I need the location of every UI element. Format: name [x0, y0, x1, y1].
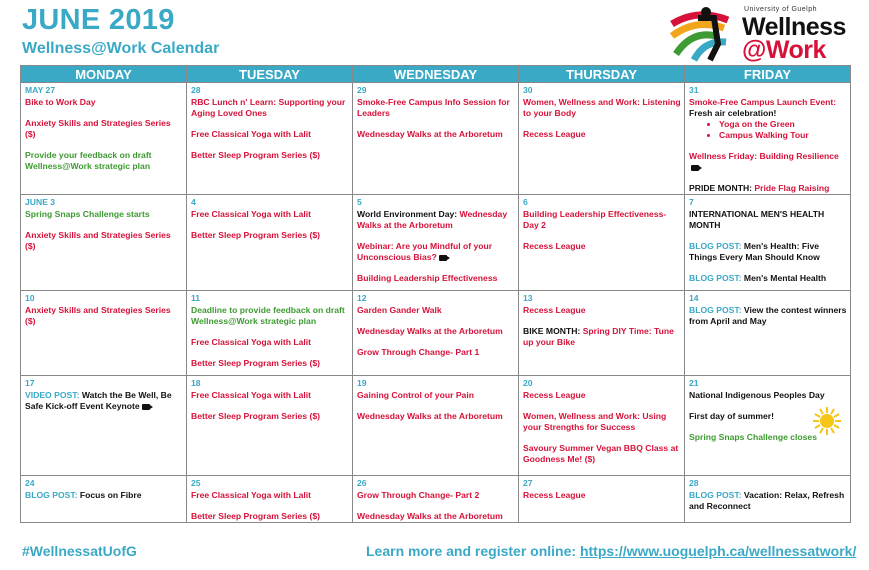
- calendar-event[interactable]: [25, 97, 183, 108]
- event-text: Better Sleep Program Series ($): [191, 411, 320, 421]
- event-text: Pride Flag Raising: [754, 183, 830, 193]
- calendar-day-cell: [21, 195, 187, 291]
- event-text: View the contest winners from April and May: [689, 305, 847, 326]
- day-number: 30: [523, 85, 533, 95]
- footer-cta-text: Learn more and register online:: [366, 543, 580, 559]
- day-number: 18: [191, 378, 201, 388]
- event-text: VIDEO POST:: [25, 390, 82, 400]
- calendar-event[interactable]: [25, 118, 183, 140]
- calendar-day-cell: [519, 376, 685, 476]
- calendar-day-cell: [21, 83, 187, 195]
- event-text: Free Classical Yoga with Lalit: [191, 390, 312, 400]
- logo-graphic: [668, 4, 742, 62]
- calendar-week-row: [21, 476, 851, 523]
- event-text: PRIDE MONTH:: [689, 183, 755, 193]
- calendar-event[interactable]: [523, 390, 681, 401]
- event-text: Focus on Fibre: [79, 490, 142, 500]
- event-text: Men's Mental Health: [743, 273, 827, 283]
- weekday-header-wednesday: WEDNESDAY: [353, 66, 519, 83]
- page-subtitle: Wellness@Work Calendar: [22, 40, 220, 57]
- day-number: 10: [25, 293, 35, 303]
- event-text: Recess League: [523, 390, 586, 400]
- event-text: Free Classical Yoga with Lalit: [191, 490, 312, 500]
- event-bullet-item: • Campus Walking Tour: [719, 130, 847, 141]
- calendar-event[interactable]: [357, 390, 515, 401]
- calendar-event[interactable]: [689, 305, 847, 327]
- calendar-week-row: [21, 83, 851, 195]
- calendar-event[interactable]: [357, 490, 515, 501]
- event-bullet-list: [689, 119, 847, 141]
- event-text: Smoke-Free Campus Launch Event:: [689, 97, 837, 107]
- event-text: Recess League: [523, 490, 586, 500]
- event-text: Gaining Control of your Pain: [357, 390, 474, 400]
- event-text: BLOG POST:: [689, 490, 744, 500]
- event-text: BLOG POST:: [689, 305, 744, 315]
- event-text: Wednesday Walks at the Arboretum: [357, 411, 503, 421]
- calendar-event[interactable]: [191, 129, 349, 140]
- calendar-event[interactable]: [523, 305, 681, 316]
- event-text: Better Sleep Program Series ($): [191, 358, 320, 368]
- sun-icon: [812, 406, 842, 436]
- event-bullet-item: • Yoga on the Green: [719, 119, 847, 130]
- calendar-event[interactable]: [25, 305, 183, 327]
- event-text: Vacation: Relax, Refresh and Reconnect: [689, 490, 845, 511]
- event-text: Anxiety Skills and Strategies Series ($): [25, 118, 171, 139]
- calendar-event[interactable]: [25, 209, 183, 220]
- calendar-event[interactable]: [357, 273, 515, 284]
- calendar-day-cell: [685, 83, 851, 195]
- calendar-event[interactable]: [523, 129, 681, 140]
- calendar-event[interactable]: [689, 97, 847, 141]
- event-text: Men's Health: Five Things Every Man Should Know: [689, 241, 820, 262]
- calendar-event[interactable]: [357, 209, 515, 231]
- event-text: Watch the Be Well, Be Safe Kick-off Event Keynote: [25, 390, 172, 411]
- event-text: Wednesday Walks at the Arboretum: [357, 511, 503, 521]
- day-number: 20: [523, 378, 533, 388]
- event-text: BLOG POST:: [689, 273, 744, 283]
- calendar-event[interactable]: [191, 490, 349, 501]
- event-text: Building Leadership Effectiveness- Day 2: [523, 209, 667, 230]
- calendar-day-cell: [187, 83, 353, 195]
- event-text: World Environment Day:: [357, 209, 460, 219]
- event-text: BLOG POST:: [25, 490, 80, 500]
- event-text: Recess League: [523, 305, 586, 315]
- calendar-event[interactable]: [191, 358, 349, 369]
- calendar-event[interactable]: [191, 411, 349, 422]
- calendar-body: [21, 83, 851, 523]
- calendar-day-cell: [353, 291, 519, 376]
- calendar-event[interactable]: [523, 411, 681, 433]
- calendar-event[interactable]: [689, 151, 847, 173]
- calendar-day-cell: [21, 476, 187, 523]
- event-text: Smoke-Free Campus Info Session for Leaders: [357, 97, 510, 118]
- day-number: 31: [689, 85, 699, 95]
- calendar-event[interactable]: [191, 337, 349, 348]
- event-text: Wellness Friday: Building Resilience: [689, 151, 839, 161]
- calendar-event[interactable]: [523, 209, 681, 231]
- calendar-day-cell: [353, 195, 519, 291]
- day-number: 5: [357, 197, 362, 207]
- calendar-day-cell: [187, 291, 353, 376]
- calendar-day-cell: [685, 291, 851, 376]
- calendar-event[interactable]: [25, 230, 183, 252]
- calendar-event[interactable]: [357, 326, 515, 337]
- calendar-event[interactable]: [191, 97, 349, 119]
- calendar-event[interactable]: [357, 411, 515, 422]
- calendar-week-row: [21, 376, 851, 476]
- weekday-header-monday: MONDAY: [21, 66, 187, 83]
- event-text: Spring DIY Time: Tune up your Bike: [523, 326, 674, 347]
- day-number: 14: [689, 293, 699, 303]
- calendar-day-cell: [685, 195, 851, 291]
- day-number: 24: [25, 478, 35, 488]
- day-number: 28: [689, 478, 699, 488]
- calendar-event[interactable]: [523, 490, 681, 501]
- event-text: Garden Gander Walk: [357, 305, 442, 315]
- logo-at-work: @Work: [742, 36, 826, 64]
- day-number: 11: [191, 293, 201, 303]
- day-number: 4: [191, 197, 196, 207]
- weekday-header-friday: FRIDAY: [685, 66, 851, 83]
- calendar-day-cell: [685, 376, 851, 476]
- calendar-event[interactable]: [191, 230, 349, 241]
- event-text: Savoury Summer Vegan BBQ Class at Goodness Me! ($): [523, 443, 679, 464]
- event-text: Recess League: [523, 241, 586, 251]
- day-number: 6: [523, 197, 528, 207]
- event-text: Wednesday Walks at the Arboretum: [357, 209, 508, 230]
- calendar-week-row: [21, 195, 851, 291]
- event-text: Free Classical Yoga with Lalit: [191, 337, 312, 347]
- event-text: Better Sleep Program Series ($): [191, 150, 320, 160]
- calendar-day-cell: [21, 291, 187, 376]
- calendar-event[interactable]: [689, 241, 847, 263]
- logo-university: University of Guelph: [744, 6, 818, 13]
- calendar-event[interactable]: [689, 490, 847, 512]
- event-text: Grow Through Change- Part 2: [357, 490, 480, 500]
- event-text: Anxiety Skills and Strategies Series ($): [25, 305, 171, 326]
- calendar-event[interactable]: [191, 511, 349, 522]
- calendar-event[interactable]: [357, 129, 515, 140]
- day-number: 19: [357, 378, 367, 388]
- calendar-day-cell: [187, 376, 353, 476]
- calendar-event[interactable]: [689, 209, 847, 231]
- event-text: Free Classical Yoga with Lalit: [191, 129, 312, 139]
- calendar-event[interactable]: [191, 390, 349, 401]
- event-text: Spring Snaps Challenge closes: [689, 432, 817, 442]
- calendar-day-cell: [187, 476, 353, 523]
- calendar-day-cell: [685, 476, 851, 523]
- calendar-event[interactable]: [191, 150, 349, 161]
- calendar-day-cell: [519, 476, 685, 523]
- calendar-event[interactable]: [25, 390, 183, 412]
- day-number: 12: [357, 293, 367, 303]
- day-number: 25: [191, 478, 201, 488]
- event-text: Deadline to provide feedback on draft Wellness@Work strategic plan: [191, 305, 345, 326]
- day-number: 26: [357, 478, 367, 488]
- event-text: Spring Snaps Challenge starts: [25, 209, 150, 219]
- page-title: JUNE 2019: [22, 4, 175, 36]
- event-text: Free Classical Yoga with Lalit: [191, 209, 312, 219]
- calendar-event[interactable]: [689, 183, 847, 194]
- weekday-header-thursday: THURSDAY: [519, 66, 685, 83]
- event-text: National Indigenous Peoples Day: [689, 390, 825, 400]
- day-number: 28: [191, 85, 201, 95]
- event-text: Recess League: [523, 129, 586, 139]
- event-text: INTERNATIONAL MEN'S HEALTH MONTH: [689, 209, 825, 230]
- calendar-event[interactable]: [25, 150, 183, 172]
- event-text: BLOG POST:: [689, 241, 744, 251]
- event-text: Bike to Work Day: [25, 97, 96, 107]
- calendar-event[interactable]: [357, 511, 515, 522]
- event-text: Building Leadership Effectiveness: [357, 273, 498, 283]
- calendar-day-cell: [353, 476, 519, 523]
- weekday-header-tuesday: TUESDAY: [187, 66, 353, 83]
- calendar-day-cell: [353, 83, 519, 195]
- event-text: Wednesday Walks at the Arboretum: [357, 129, 503, 139]
- calendar-event[interactable]: [357, 241, 515, 263]
- calendar-event[interactable]: [523, 443, 681, 465]
- event-text: BIKE MONTH:: [523, 326, 583, 336]
- event-text: RBC Lunch n' Learn: Supporting your Aging Loved Ones: [191, 97, 346, 118]
- day-number: 7: [689, 197, 694, 207]
- video-camera-icon: [691, 165, 699, 171]
- event-text: Better Sleep Program Series ($): [191, 230, 320, 240]
- event-text: Women, Wellness and Work: Listening to your Body: [523, 97, 681, 118]
- calendar-event[interactable]: [523, 241, 681, 252]
- footer-link[interactable]: https://www.uoguelph.ca/wellnessatwork/: [579, 543, 857, 559]
- logo-wellness: Wellness: [742, 13, 846, 41]
- calendar-event[interactable]: [357, 97, 515, 119]
- event-text: Better Sleep Program Series ($): [191, 511, 320, 521]
- day-number: JUNE 3: [25, 197, 56, 207]
- event-text: First day of summer!: [689, 411, 775, 421]
- day-number: MAY 27: [25, 85, 56, 95]
- video-camera-icon: [142, 404, 150, 410]
- calendar-event[interactable]: [523, 97, 681, 119]
- weekday-header-row: [21, 66, 851, 83]
- calendar-day-cell: [21, 376, 187, 476]
- calendar-event[interactable]: [357, 305, 515, 316]
- wellness-at-work-logo: [668, 4, 858, 64]
- calendar-event[interactable]: [689, 273, 847, 284]
- calendar-table: [20, 65, 851, 523]
- calendar-week-row: [21, 291, 851, 376]
- footer-cta: [366, 543, 856, 559]
- event-text: Webinar: Are you Mindful of your Unconscious Bias?: [357, 241, 493, 262]
- day-number: 13: [523, 293, 533, 303]
- calendar-event[interactable]: [523, 326, 681, 348]
- calendar-event[interactable]: [191, 209, 349, 220]
- calendar-day-cell: [519, 83, 685, 195]
- day-number: 29: [357, 85, 367, 95]
- video-camera-icon: [439, 255, 447, 261]
- day-number: 17: [25, 378, 35, 388]
- event-text: Grow Through Change- Part 1: [357, 347, 480, 357]
- day-number: 21: [689, 378, 699, 388]
- calendar-event[interactable]: [689, 390, 847, 401]
- hashtag: #WellnessatUofG: [22, 543, 137, 559]
- day-number: 27: [523, 478, 533, 488]
- calendar-event[interactable]: [357, 347, 515, 358]
- event-text: Anxiety Skills and Strategies Series ($): [25, 230, 171, 251]
- calendar-day-cell: [519, 195, 685, 291]
- event-text: Fresh air celebration!: [689, 108, 777, 118]
- calendar-day-cell: [519, 291, 685, 376]
- calendar-day-cell: [187, 195, 353, 291]
- event-text: Provide your feedback on draft Wellness@Work strategic plan: [25, 150, 152, 171]
- event-text: Women, Wellness and Work: Using your Strengths for Success: [523, 411, 667, 432]
- calendar-event[interactable]: [191, 305, 349, 327]
- event-text: Wednesday Walks at the Arboretum: [357, 326, 503, 336]
- calendar-day-cell: [353, 376, 519, 476]
- calendar-event[interactable]: [25, 490, 183, 501]
